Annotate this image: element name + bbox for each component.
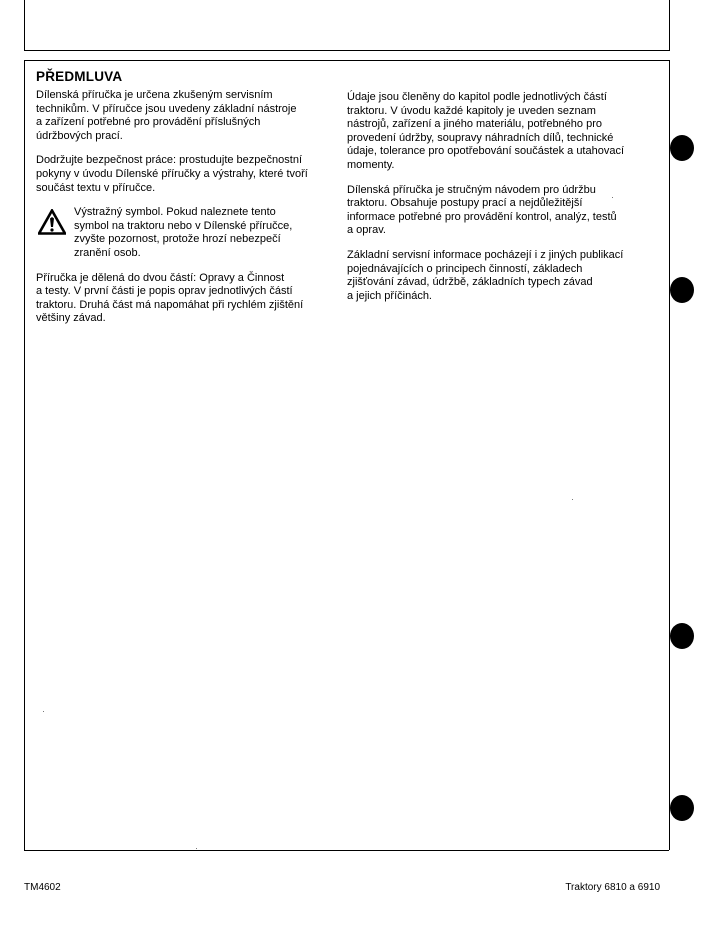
scan-speck	[196, 848, 197, 849]
text-line: Dílenská příručka je určena zkušeným servisním	[36, 89, 273, 101]
right-paragraph-2	[347, 184, 659, 238]
text-line: údržbových prací.	[36, 129, 123, 142]
text-line: nástrojů, zařízení a jiného materiálu, potřebného pro	[347, 118, 602, 131]
safety-warning	[36, 206, 332, 260]
text-line: většiny závad.	[36, 312, 106, 325]
right-paragraph-1	[347, 91, 659, 173]
scan-speck	[612, 197, 613, 198]
binder-hole-mark	[670, 623, 694, 649]
text-line: Údaje jsou členěny do kapitol podle jednotlivých částí	[347, 91, 607, 103]
scan-speck	[43, 711, 44, 712]
header-frame	[24, 0, 670, 51]
bottom-rule	[24, 850, 669, 851]
text-line: momenty.	[347, 158, 395, 171]
warning-text-line: zvyšte pozornost, protože hrozí nebezpečí	[74, 233, 281, 246]
text-line: pokyny v úvodu Dílenské příručky a výstrahy, které tvoří	[36, 167, 308, 180]
left-paragraph-1	[36, 89, 332, 143]
text-line: Základní servisní informace pocházejí i z jiných publikací	[347, 248, 624, 261]
text-line: a jejich příčinách.	[347, 289, 432, 302]
binder-hole-mark	[670, 135, 694, 161]
warning-text-line: zranění osob.	[74, 246, 141, 259]
text-line: pojednávajících o principech činností, základech	[347, 262, 583, 275]
text-line: Dílenská příručka je stručným návodem pro údržbu	[347, 183, 596, 196]
text-line: Dodržujte bezpečnost práce: prostudujte bezpečnostní	[36, 154, 302, 167]
scan-speck	[572, 499, 573, 500]
right-column	[347, 91, 659, 314]
section-heading: PŘEDMLUVA	[36, 69, 123, 84]
content-frame	[24, 60, 670, 850]
text-line: a zařízení potřebné pro provádění příslušných	[36, 116, 261, 129]
warning-text-line: symbol na traktoru nebo v Dílenské příručce,	[74, 219, 293, 232]
left-paragraph-3	[36, 272, 332, 326]
text-line: zjišťování závad, údržbě, základních typech závad	[347, 276, 593, 289]
text-line: součást textu v příručce.	[36, 181, 156, 194]
text-line: a testy. V první části je popis oprav jednotlivých částí	[36, 285, 293, 298]
manual-title: Traktory 6810 a 6910	[565, 882, 660, 893]
text-line: údaje, tolerance pro opotřebování součástek a utahovací	[347, 145, 625, 158]
text-line: traktoru. V úvodu každé kapitoly je uveden seznam	[347, 104, 596, 117]
binder-hole-mark	[670, 277, 694, 303]
binder-hole-mark	[670, 795, 694, 821]
text-line: a oprav.	[347, 224, 386, 237]
text-line: traktoru. Obsahuje postupy prací a nejdůležitější	[347, 197, 583, 210]
left-paragraph-2	[36, 154, 332, 195]
text-line: technikům. V příručce jsou uvedeny základní nástroje	[36, 102, 297, 115]
left-column	[36, 69, 332, 337]
text-line: informace potřebné pro provádění kontrol, analýz, testů	[347, 210, 617, 223]
warning-text-line: Výstražný symbol. Pokud naleznete tento	[74, 206, 276, 219]
text-line: provedení údržby, soupravy náhradních dílů, technické	[347, 131, 614, 144]
text-line: Příručka je dělená do dvou částí: Opravy a Činnost	[36, 271, 285, 284]
manual-code: TM4602	[24, 882, 61, 893]
warning-triangle-icon	[38, 209, 66, 235]
text-line: traktoru. Druhá část má napomáhat při rychlém zjištění	[36, 298, 304, 311]
right-paragraph-3	[347, 249, 659, 303]
